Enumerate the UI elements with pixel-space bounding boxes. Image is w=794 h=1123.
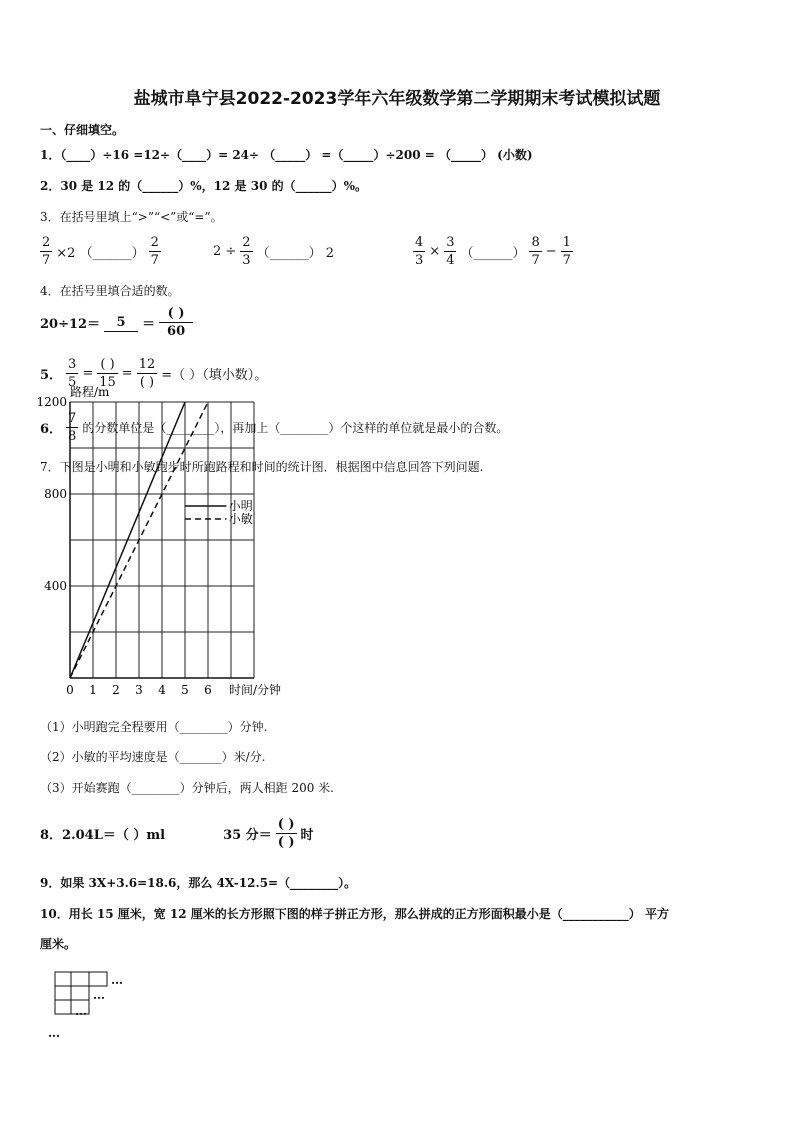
- x-tick-label: 2: [112, 683, 120, 697]
- q6-tail: 的分数单位是（________），再加上（________）个这样的单位就是最小的合数。: [82, 421, 509, 435]
- question-7-text: 7．下图是小明和小敏跑步时所跑路程和时间的统计图．根据图中信息回答下列问题.: [40, 460, 484, 474]
- fraction: $\frac{1}{7}$: [562, 235, 571, 268]
- question-3-text: 3．在括号里填上“>”“<”或“=”。: [40, 210, 223, 224]
- x-tick-label: 0: [66, 683, 74, 697]
- fraction: $\frac{4}{3}$: [415, 235, 424, 268]
- tile: [55, 986, 71, 1000]
- equals-sign: ＝: [142, 317, 156, 332]
- fraction: $\frac{( )}{15}$: [99, 357, 116, 390]
- fraction: $\frac{( )}{( )}$: [277, 817, 295, 850]
- q8-part-b: 35 分＝: [223, 828, 272, 843]
- y-axis-label: 路程/m: [70, 385, 110, 399]
- question-9: 9．如果 3X+3.6=18.6，那么 4X-12.5=（________）。: [40, 876, 357, 890]
- tile: [55, 1000, 71, 1014]
- fraction: $\frac{2}{7}$: [42, 235, 51, 268]
- fraction: $\frac{2}{3}$: [242, 235, 251, 268]
- fraction: $\frac{8}{7}$: [531, 235, 540, 268]
- x-tick-label: 6: [204, 683, 212, 697]
- q5-tail: =（ ）（填小数）。: [161, 368, 268, 383]
- legend-label: 小明: [228, 499, 253, 513]
- ellipsis-3: …: [75, 1004, 87, 1018]
- legend-label: 小敏: [228, 512, 253, 526]
- fraction: 5: [104, 314, 138, 332]
- minus-sign: −: [545, 244, 557, 259]
- question-7-sub-3: （3）开始赛跑（________）分钟后，两人相距 200 米.: [40, 781, 334, 795]
- chart-legend: [185, 499, 253, 526]
- tile: [89, 972, 107, 986]
- question-1: 1．（____）÷16 =12÷（____）= 24÷ （_____） =（_____）÷200 = （_____） (小数): [40, 148, 533, 162]
- tiling-figure: [48, 968, 138, 1040]
- x-tick-label: 1: [89, 683, 97, 697]
- tile: [55, 972, 71, 986]
- fraction: $\frac{7}{8}$: [68, 411, 77, 444]
- section-heading: 一、仔细填空。: [40, 123, 125, 137]
- fraction: $\frac{3}{5}$: [68, 357, 77, 390]
- ellipsis-1: …: [111, 973, 123, 987]
- q5-label: 5．: [40, 368, 63, 383]
- fraction: $\frac{3}{4}$: [446, 235, 455, 268]
- question-4-text: 4．在括号里填合适的数。: [40, 284, 180, 298]
- question-10-line-1: 10．用长 15 厘米，宽 12 厘米的长方形照下图的样子拼正方形，那么拼成的正方形面积最小是（___________） 平方: [40, 907, 669, 921]
- equals-sign: =: [82, 366, 94, 381]
- fraction: $\frac{2}{7}$: [150, 235, 159, 268]
- fraction: $\frac{( )}{60}$: [159, 305, 193, 340]
- tile: [71, 972, 89, 986]
- question-7-sub-1: （1）小明跑完全程要用（________）分钟.: [40, 720, 268, 734]
- x-tick-label: 4: [158, 683, 166, 697]
- q3c-blank: （______）: [460, 246, 526, 261]
- q3b-rest: （______） 2: [256, 246, 334, 261]
- equals-sign: =: [121, 366, 133, 381]
- q8-tail: 时: [300, 828, 314, 843]
- question-8: [40, 816, 314, 851]
- x-axis-label: 时间/分钟: [229, 683, 282, 697]
- x-tick-label: 5: [181, 683, 189, 697]
- ellipsis-4: …: [48, 1026, 60, 1040]
- y-tick-label: 800: [44, 487, 67, 501]
- y-tick-label: 400: [44, 579, 67, 593]
- tile: [71, 986, 89, 1000]
- question-4-expression: [40, 305, 193, 340]
- question-2: 2．30 是 12 的（______）%，12 是 30 的（______）%。: [40, 179, 368, 193]
- fraction: $\frac{12}{( )}$: [138, 357, 156, 390]
- question-7-sub-2: （2）小敏的平均速度是（_______）米/分.: [40, 750, 266, 764]
- question-3a: [40, 234, 161, 269]
- ellipsis-2: …: [93, 988, 105, 1002]
- q4-left: 20÷12＝: [40, 317, 101, 332]
- question-10-line-2: 厘米。: [40, 937, 77, 951]
- question-3b: [213, 234, 334, 269]
- x-tick-label: 3: [135, 683, 143, 697]
- q6-label: 6．: [40, 422, 63, 437]
- q3b-left: 2 ÷: [213, 244, 237, 259]
- question-6: [40, 410, 508, 445]
- q8-part-a: 8．2.04L＝（ ）ml: [40, 828, 166, 843]
- q3a-operator: ×2 （______）: [56, 246, 145, 261]
- question-3c: [413, 234, 573, 269]
- page-title: 盐城市阜宁县2022-2023学年六年级数学第二学期期末考试模拟试题: [133, 89, 661, 109]
- y-tick-label: 1200: [36, 395, 67, 409]
- times-sign: ×: [429, 244, 441, 259]
